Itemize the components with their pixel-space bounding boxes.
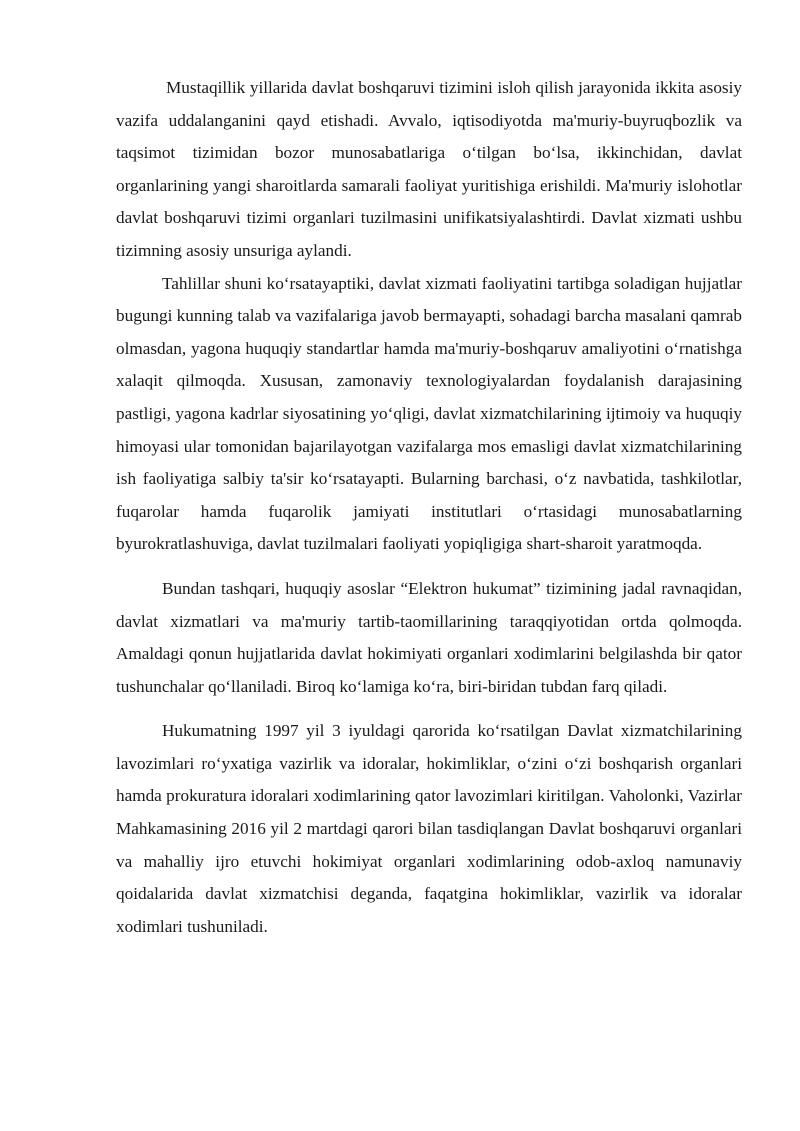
paragraph-2: Tahlillar shuni ko‘rsatayaptiki, davlat xizmati faoliyatini tartibga soladigan hujjatlar bugungi kunning talab va vazifalariga javob bermayapti, sohadagi barcha masalani qamrab olmasdan, yagona huquqiy standartlar hamda ma'muriy-boshqaruv amaliyotini o‘rnatishga xalaqit qilmoqda. Xususan, zamonaviy texnologiyalardan foydalanish darajasining pastligi, yagona kadrlar siyosatining yo‘qligi, davlat xizmatchilarining ijtimoiy va huquqiy himoyasi ular tomonidan bajarilayotgan vazifalarga mos emasligi davlat xizmatchilarining ish faoliyatiga salbiy ta'sir ko‘rsatayapti. Bularning barchasi, o‘z navbatida, tashkilotlar, fuqarolar hamda fuqarolik jamiyati institutlari o‘rtasidagi munosabatlarning byurokratlashuviga, davlat tuzilmalari faoliyati yopiqligiga shart-sharoit yaratmoqda.	[116, 273, 742, 554]
document-body	[116, 72, 742, 943]
paragraph-4: Hukumatning 1997 yil 3 iyuldagi qarorida ko‘rsatilgan Davlat xizmatchilarining lavozimlari ro‘yxatiga vazirlik va idoralar, hokimliklar, o‘zini o‘zi boshqarish organlari hamda prokuratura idoralari xodimlarining qator lavozimlari kiritilgan. Vaholonki, Vazirlar Mahkamasining 2016 yil 2 martdagi qarori bilan tasdiqlangan Davlat boshqaruvi organlari va mahalliy ijro etuvchi hokimiyat organlari xodimlarining odob-axloq namunaviy qoidalarida davlat xizmatchisi deganda, faqatgina hokimliklar, vazirlik va idoralar xodimlari tushuniladi.	[116, 721, 742, 936]
paragraph-1: Mustaqillik yillarida davlat boshqaruvi tizimini isloh qilish jarayonida ikkita asosiy vazifa uddalanganini qayd etishadi. Avvalo, iqtisodiyotda ma'muriy-buyruqbozlik va taqsimot tizimidan bozor munosabatlariga o‘tilgan bo‘lsa, ikkinchidan, davlat organlarining yangi sharoitlarda samarali faoliyat yuritishiga erishildi. Ma'muriy islohotlar davlat boshqaruvi tizimi organlari tuzilmasini unifikatsiyalashtirdi. Davlat xizmati ushbu tizimning asosiy unsuriga aylandi.	[116, 78, 742, 260]
paragraph-3: Bundan tashqari, huquqiy asoslar “Elektron hukumat” tizimining jadal ravnaqidan, davlat xizmatlari va ma'muriy tartib-taomillarining taraqqiyotidan ortda qolmoqda. Amaldagi qonun hujjatlarida davlat hokimiyati organlari xodimlarini belgilashda bir qator tushunchalar qo‘llaniladi. Biroq ko‘lamiga ko‘ra, biri-biridan tubdan farq qiladi.	[116, 578, 742, 696]
